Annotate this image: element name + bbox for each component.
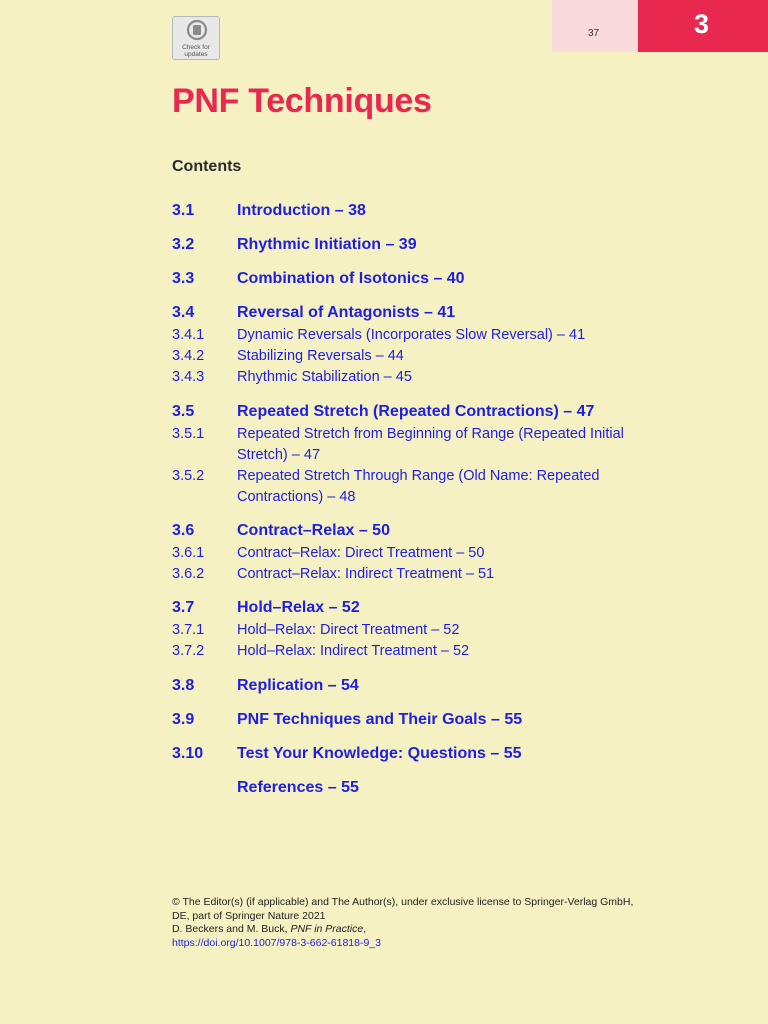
- toc-entry-link[interactable]: Replication – 54: [237, 677, 359, 694]
- chapter-title: PNF Techniques: [172, 82, 432, 120]
- page-number-box: [552, 0, 638, 52]
- badge-text: Check for updates: [182, 44, 210, 58]
- toc-entry-number: 3.6: [172, 522, 195, 539]
- toc-entry-number: 3.5: [172, 403, 195, 420]
- toc-entry-link[interactable]: Contract–Relax – 50: [237, 522, 390, 539]
- contents-heading: Contents: [172, 158, 242, 175]
- copyright-footer: [172, 896, 642, 950]
- toc-entry-link[interactable]: Repeated Stretch (Repeated Contractions) – 47: [237, 403, 595, 420]
- toc-entry-link[interactable]: Stabilizing Reversals – 44: [237, 348, 404, 364]
- citation-authors: D. Beckers and M. Buck,: [172, 923, 288, 935]
- toc-entry-number: 3.9: [172, 711, 195, 728]
- toc-entry-link[interactable]: Hold–Relax: Direct Treatment – 52: [237, 622, 460, 638]
- update-check-icon: [186, 19, 208, 43]
- toc-entry-number: 3.5.1: [172, 426, 205, 442]
- toc-entry-number: 3.6.2: [172, 566, 205, 582]
- toc-entry-link[interactable]: Repeated Stretch Through Range (Old Name: Repeated Contractions) – 48: [237, 468, 600, 505]
- toc-entry-number: 3.1: [172, 202, 195, 219]
- toc-entry-link[interactable]: Rhythmic Stabilization – 45: [237, 369, 412, 385]
- toc-entry-link[interactable]: Dynamic Reversals (Incorporates Slow Reversal) – 41: [237, 327, 586, 343]
- toc-entry-number: 3.10: [172, 745, 204, 762]
- toc-entry-link[interactable]: Test Your Knowledge: Questions – 55: [237, 745, 522, 762]
- toc-entry-number: 3.7: [172, 599, 195, 616]
- toc-entry-link[interactable]: Rhythmic Initiation – 39: [237, 236, 417, 253]
- toc-entry-number: 3.3: [172, 270, 195, 287]
- copyright-line: © The Editor(s) (if applicable) and The Author(s), under exclusive license to Springer-Verlag GmbH, DE, part of Springer Nature 2021: [172, 896, 634, 922]
- toc-entry-number: 3.6.1: [172, 545, 205, 561]
- citation-suffix: ,: [363, 923, 367, 935]
- toc-entry-number: 3.4.2: [172, 348, 205, 364]
- citation-line: [172, 923, 642, 937]
- toc-entry-number: 3.7.2: [172, 643, 205, 659]
- page-number: 37: [588, 28, 600, 39]
- toc-entry-link[interactable]: Combination of Isotonics – 40: [237, 270, 465, 287]
- doi-link[interactable]: https://doi.org/10.1007/978-3-662-61818-9_3: [172, 936, 381, 949]
- citation-book-title: PNF in Practice: [290, 923, 364, 935]
- toc-entry-link[interactable]: Reversal of Antagonists – 41: [237, 304, 456, 321]
- toc-entry-link[interactable]: Repeated Stretch from Beginning of Range (Repeated Initial Stretch) – 47: [237, 426, 624, 463]
- toc-entry-number: 3.4: [172, 304, 195, 321]
- toc-entry-number: 3.4.1: [172, 327, 205, 343]
- toc-entry-link[interactable]: Contract–Relax: Indirect Treatment – 51: [237, 566, 495, 582]
- toc-entry-number: 3.4.3: [172, 369, 205, 385]
- toc-entry-link[interactable]: Hold–Relax – 52: [237, 599, 360, 616]
- toc-entry-number: 3.5.2: [172, 468, 205, 484]
- check-for-updates-badge[interactable]: [172, 16, 220, 60]
- chapter-number: 3: [694, 9, 710, 39]
- toc-entry-link[interactable]: Contract–Relax: Direct Treatment – 50: [237, 545, 485, 561]
- toc-entry-link[interactable]: References – 55: [237, 779, 359, 796]
- toc-entry-number: 3.8: [172, 677, 195, 694]
- toc-entry-link[interactable]: Introduction – 38: [237, 202, 366, 219]
- toc-entry-link[interactable]: PNF Techniques and Their Goals – 55: [237, 711, 523, 728]
- toc-entry-number: 3.7.1: [172, 622, 205, 638]
- toc-entry-link[interactable]: Hold–Relax: Indirect Treatment – 52: [237, 643, 470, 659]
- toc-entry-number: 3.2: [172, 236, 195, 253]
